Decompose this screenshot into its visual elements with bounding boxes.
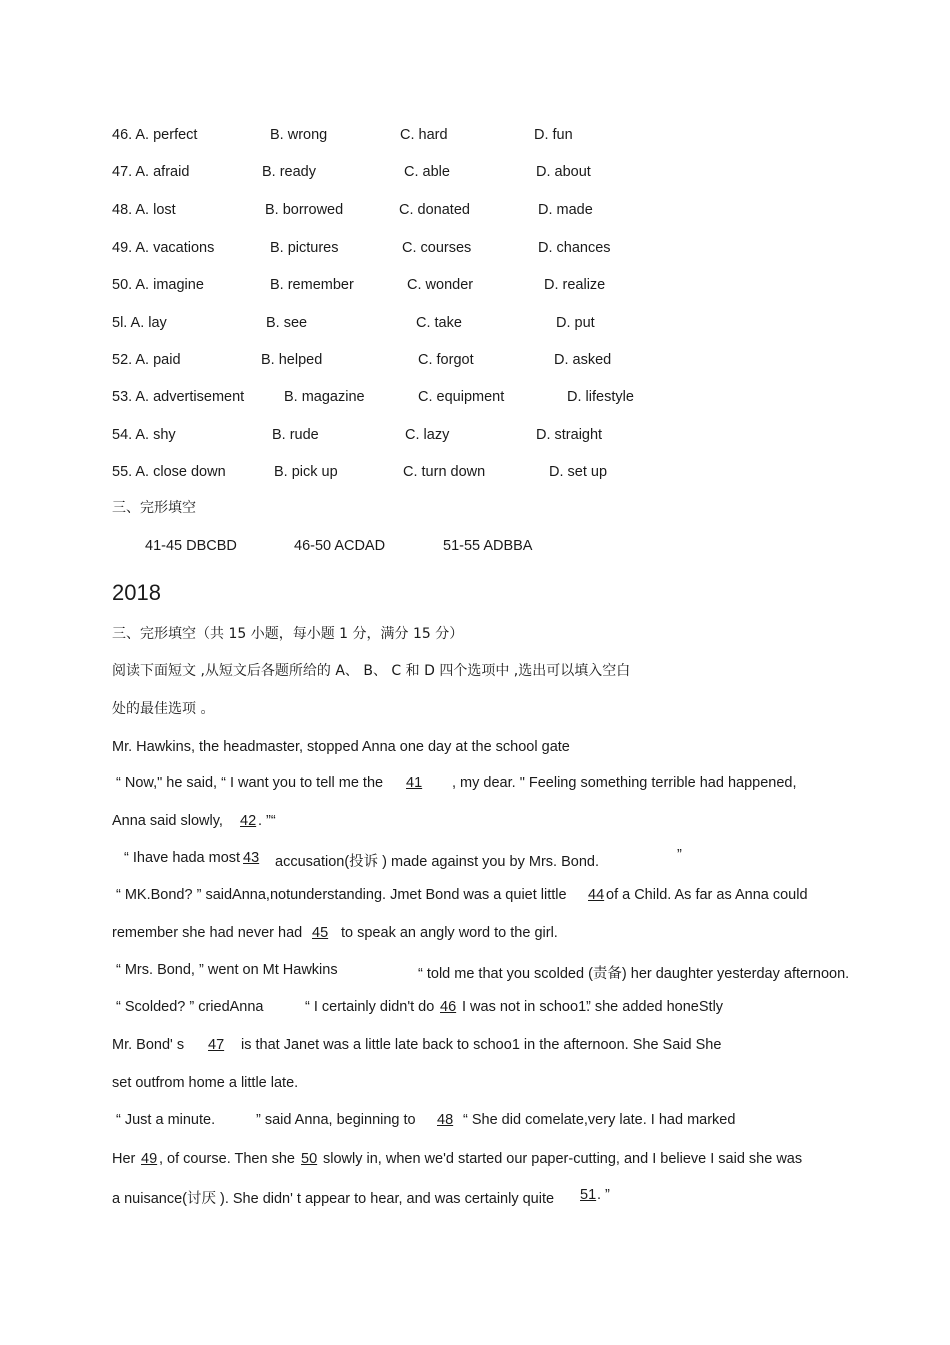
- blank-49: 49: [141, 1151, 158, 1167]
- passage-line: ” she added honeStly: [586, 999, 724, 1015]
- question-row: [0, 277, 950, 297]
- blank-43: 43: [243, 850, 260, 866]
- question-row: [0, 240, 950, 260]
- option-b: B. helped: [261, 352, 323, 368]
- option-a: 46. A. perfect: [112, 127, 198, 143]
- passage-line: , of course. Then she: [159, 1151, 295, 1167]
- passage-line: , my dear. " Feeling something terrible had happened,: [452, 775, 797, 791]
- option-b: B. pick up: [274, 464, 338, 480]
- passage-line: “ Scolded? ” criedAnna: [116, 999, 264, 1015]
- option-d: D. put: [556, 315, 595, 331]
- option-a: 5l. A. lay: [112, 315, 167, 331]
- option-a: 52. A. paid: [112, 352, 181, 368]
- option-c: C. able: [404, 164, 450, 180]
- option-b: B. wrong: [270, 127, 328, 143]
- passage-line: I was not in schoo1.: [462, 999, 591, 1015]
- option-b: B. magazine: [284, 389, 365, 405]
- passage-line: “ Mrs. Bond, ” went on Mt Hawkins: [116, 962, 338, 978]
- question-row: [0, 127, 950, 147]
- option-b: B. borrowed: [265, 202, 344, 218]
- passage-line: of a Child. As far as Anna could: [606, 887, 808, 903]
- blank-48: 48: [437, 1112, 454, 1128]
- section-year: 2018: [112, 580, 161, 605]
- option-d: D. set up: [549, 464, 608, 480]
- answer-group-51-55: 51-55 ADBBA: [443, 538, 533, 554]
- question-row: [0, 427, 950, 447]
- option-c: C. hard: [400, 127, 448, 143]
- passage-line: ”: [677, 847, 682, 863]
- answer-heading: 三、完形填空: [112, 500, 196, 516]
- option-a: 50. A. imagine: [112, 277, 204, 293]
- option-d: D. asked: [554, 352, 612, 368]
- question-row: [0, 202, 950, 222]
- option-c: C. wonder: [407, 277, 474, 293]
- passage-line: “ told me that you scolded (责备) her daughter yesterday afternoon.: [418, 966, 850, 982]
- passage-line: “ Ihave hada most: [124, 850, 241, 866]
- option-d: D. made: [538, 202, 593, 218]
- option-c: C. donated: [399, 202, 470, 218]
- passage-line: a nuisance(讨厌 ). She didn' t appear to hear, and was certainly quite: [112, 1191, 555, 1207]
- option-c: C. take: [416, 315, 462, 331]
- option-a: 48. A. lost: [112, 202, 176, 218]
- question-row: [0, 315, 950, 335]
- option-b: B. see: [266, 315, 308, 331]
- blank-42: 42: [240, 813, 257, 829]
- option-a: 55. A. close down: [112, 464, 226, 480]
- blank-44: 44: [588, 887, 605, 903]
- passage-line: “ Now," he said, “ I want you to tell me the: [116, 775, 384, 791]
- option-a: 54. A. shy: [112, 427, 176, 443]
- question-row: [0, 352, 950, 372]
- blank-51: 51: [580, 1187, 597, 1203]
- option-d: D. chances: [538, 240, 611, 256]
- passage-line: Mr. Hawkins, the headmaster, stopped Anna one day at the school gate: [112, 739, 570, 755]
- option-b: B. ready: [262, 164, 316, 180]
- passage-line: set outfrom home a little late.: [112, 1075, 299, 1091]
- option-d: D. realize: [544, 277, 606, 293]
- option-b: B. remember: [270, 277, 354, 293]
- passage-line: accusation(投诉 ) made against you by Mrs. Bond.: [275, 854, 599, 870]
- instructions-line-2: 处的最佳选项 。: [112, 701, 215, 717]
- passage-line: “ MK.Bond? ” saidAnna,notunderstanding. Jmet Bond was a quiet little: [116, 887, 567, 903]
- option-d: D. about: [536, 164, 591, 180]
- passage-line: . ”“: [258, 813, 276, 829]
- option-c: C. turn down: [403, 464, 486, 480]
- option-a: 49. A. vacations: [112, 240, 215, 256]
- blank-45: 45: [312, 925, 329, 941]
- question-row: [0, 464, 950, 484]
- option-a: 47. A. afraid: [112, 164, 190, 180]
- option-c: C. forgot: [418, 352, 474, 368]
- passage-line: “ She did comelate,very late. I had marked: [463, 1112, 736, 1128]
- blank-46: 46: [440, 999, 457, 1015]
- passage-line: Mr. Bond' s: [112, 1037, 185, 1053]
- blank-50: 50: [301, 1151, 318, 1167]
- section-heading: 三、完形填空（共 15 小题，每小题 1 分，满分 15 分）: [112, 626, 464, 642]
- blank-41: 41: [406, 775, 423, 791]
- passage-line: “ I certainly didn't do: [305, 999, 435, 1015]
- passage-line: . ”: [597, 1187, 610, 1203]
- passage-line: is that Janet was a little late back to schoo1 in the afternoon. She Said She: [241, 1037, 722, 1053]
- answer-group-46-50: 46-50 ACDAD: [294, 538, 386, 554]
- option-c: C. courses: [402, 240, 472, 256]
- passage-line: remember she had never had: [112, 925, 303, 941]
- option-b: B. pictures: [270, 240, 339, 256]
- passage-line: ” said Anna, beginning to: [256, 1112, 416, 1128]
- option-c: C. equipment: [418, 389, 505, 405]
- answer-group-41-45: 41-45 DBCBD: [145, 538, 237, 554]
- blank-47: 47: [208, 1037, 225, 1053]
- option-a: 53. A. advertisement: [112, 389, 245, 405]
- passage-line: Her: [112, 1151, 136, 1167]
- question-row: [0, 164, 950, 184]
- option-b: B. rude: [272, 427, 319, 443]
- instructions-line-1: 阅读下面短文 ,从短文后各题所给的 A、 B、 C 和 D 四个选项中 ,选出可以填入空白: [112, 663, 631, 679]
- question-row: [0, 389, 950, 409]
- passage-line: slowly in, when we'd started our paper-cutting, and I believe I said she was: [323, 1151, 803, 1167]
- option-d: D. fun: [534, 127, 573, 143]
- option-d: D. straight: [536, 427, 603, 443]
- passage-line: to speak an angly word to the girl.: [341, 925, 558, 941]
- option-c: C. lazy: [405, 427, 450, 443]
- option-d: D. lifestyle: [567, 389, 634, 405]
- passage-line: “ Just a minute.: [116, 1112, 216, 1128]
- passage-line: Anna said slowly,: [112, 813, 223, 829]
